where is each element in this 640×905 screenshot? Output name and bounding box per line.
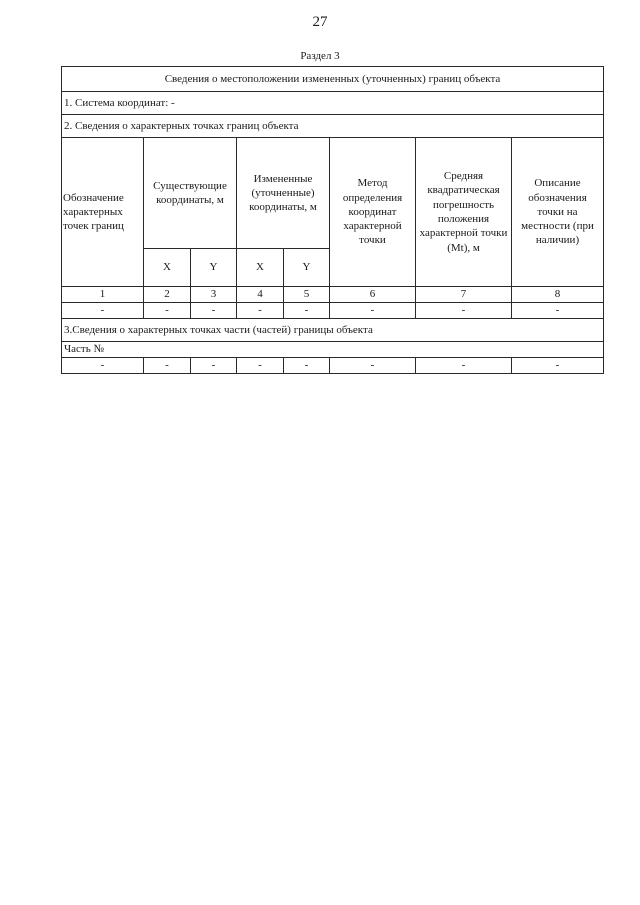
coordinate-system: 1. Система координат: -	[62, 92, 604, 115]
boundary-table	[61, 66, 604, 374]
part-heading-row	[62, 319, 604, 342]
column-number: 4	[237, 287, 284, 303]
table-cell: -	[237, 358, 284, 374]
table-caption-row	[62, 67, 604, 92]
table-cell: -	[416, 303, 512, 319]
section-title: Раздел 3	[300, 50, 340, 62]
part-number-row	[62, 342, 604, 358]
table-cell: -	[144, 303, 191, 319]
table-cell: -	[284, 358, 330, 374]
table-cell: -	[416, 358, 512, 374]
header-point-designation: Обозначение характерных точек границ	[62, 138, 144, 287]
table-cell: -	[512, 303, 604, 319]
table-cell: -	[330, 303, 416, 319]
column-number: 8	[512, 287, 604, 303]
column-number: 7	[416, 287, 512, 303]
header-x-changed: X	[237, 249, 284, 287]
header-rms-error: Средняя квадратическая погрешность положения характерной точки (Mt), м	[416, 138, 512, 287]
header-y-existing: Y	[191, 249, 237, 287]
table-caption: Сведения о местоположении измененных (уточненных) границ объекта	[62, 67, 604, 92]
table-row	[62, 358, 604, 374]
column-number: 6	[330, 287, 416, 303]
header-row	[62, 138, 604, 249]
points-heading: 2. Сведения о характерных точках границ объекта	[62, 115, 604, 138]
table-cell: -	[512, 358, 604, 374]
column-number: 5	[284, 287, 330, 303]
table-cell: -	[330, 358, 416, 374]
table-cell: -	[284, 303, 330, 319]
part-heading: 3.Сведения о характерных точках части (частей) границы объекта	[62, 319, 604, 342]
header-method: Метод определения координат характерной точки	[330, 138, 416, 287]
table-cell: -	[191, 303, 237, 319]
column-number: 3	[191, 287, 237, 303]
table-row	[62, 303, 604, 319]
column-number: 1	[62, 287, 144, 303]
page-number: 27	[312, 14, 328, 30]
column-numbers-row	[62, 287, 604, 303]
coordinate-system-row	[62, 92, 604, 115]
table-cell: -	[191, 358, 237, 374]
part-number-label: Часть №	[62, 342, 604, 358]
header-existing-coords: Существующие координаты, м	[144, 138, 237, 249]
header-description: Описание обозначения точки на местности (при наличии)	[512, 138, 604, 287]
table-cell: -	[62, 303, 144, 319]
points-heading-row	[62, 115, 604, 138]
header-y-changed: Y	[284, 249, 330, 287]
table-cell: -	[237, 303, 284, 319]
table-cell: -	[62, 358, 144, 374]
table-cell: -	[144, 358, 191, 374]
column-number: 2	[144, 287, 191, 303]
header-x-existing: X	[144, 249, 191, 287]
header-changed-coords: Измененные (уточненные) координаты, м	[237, 138, 330, 249]
